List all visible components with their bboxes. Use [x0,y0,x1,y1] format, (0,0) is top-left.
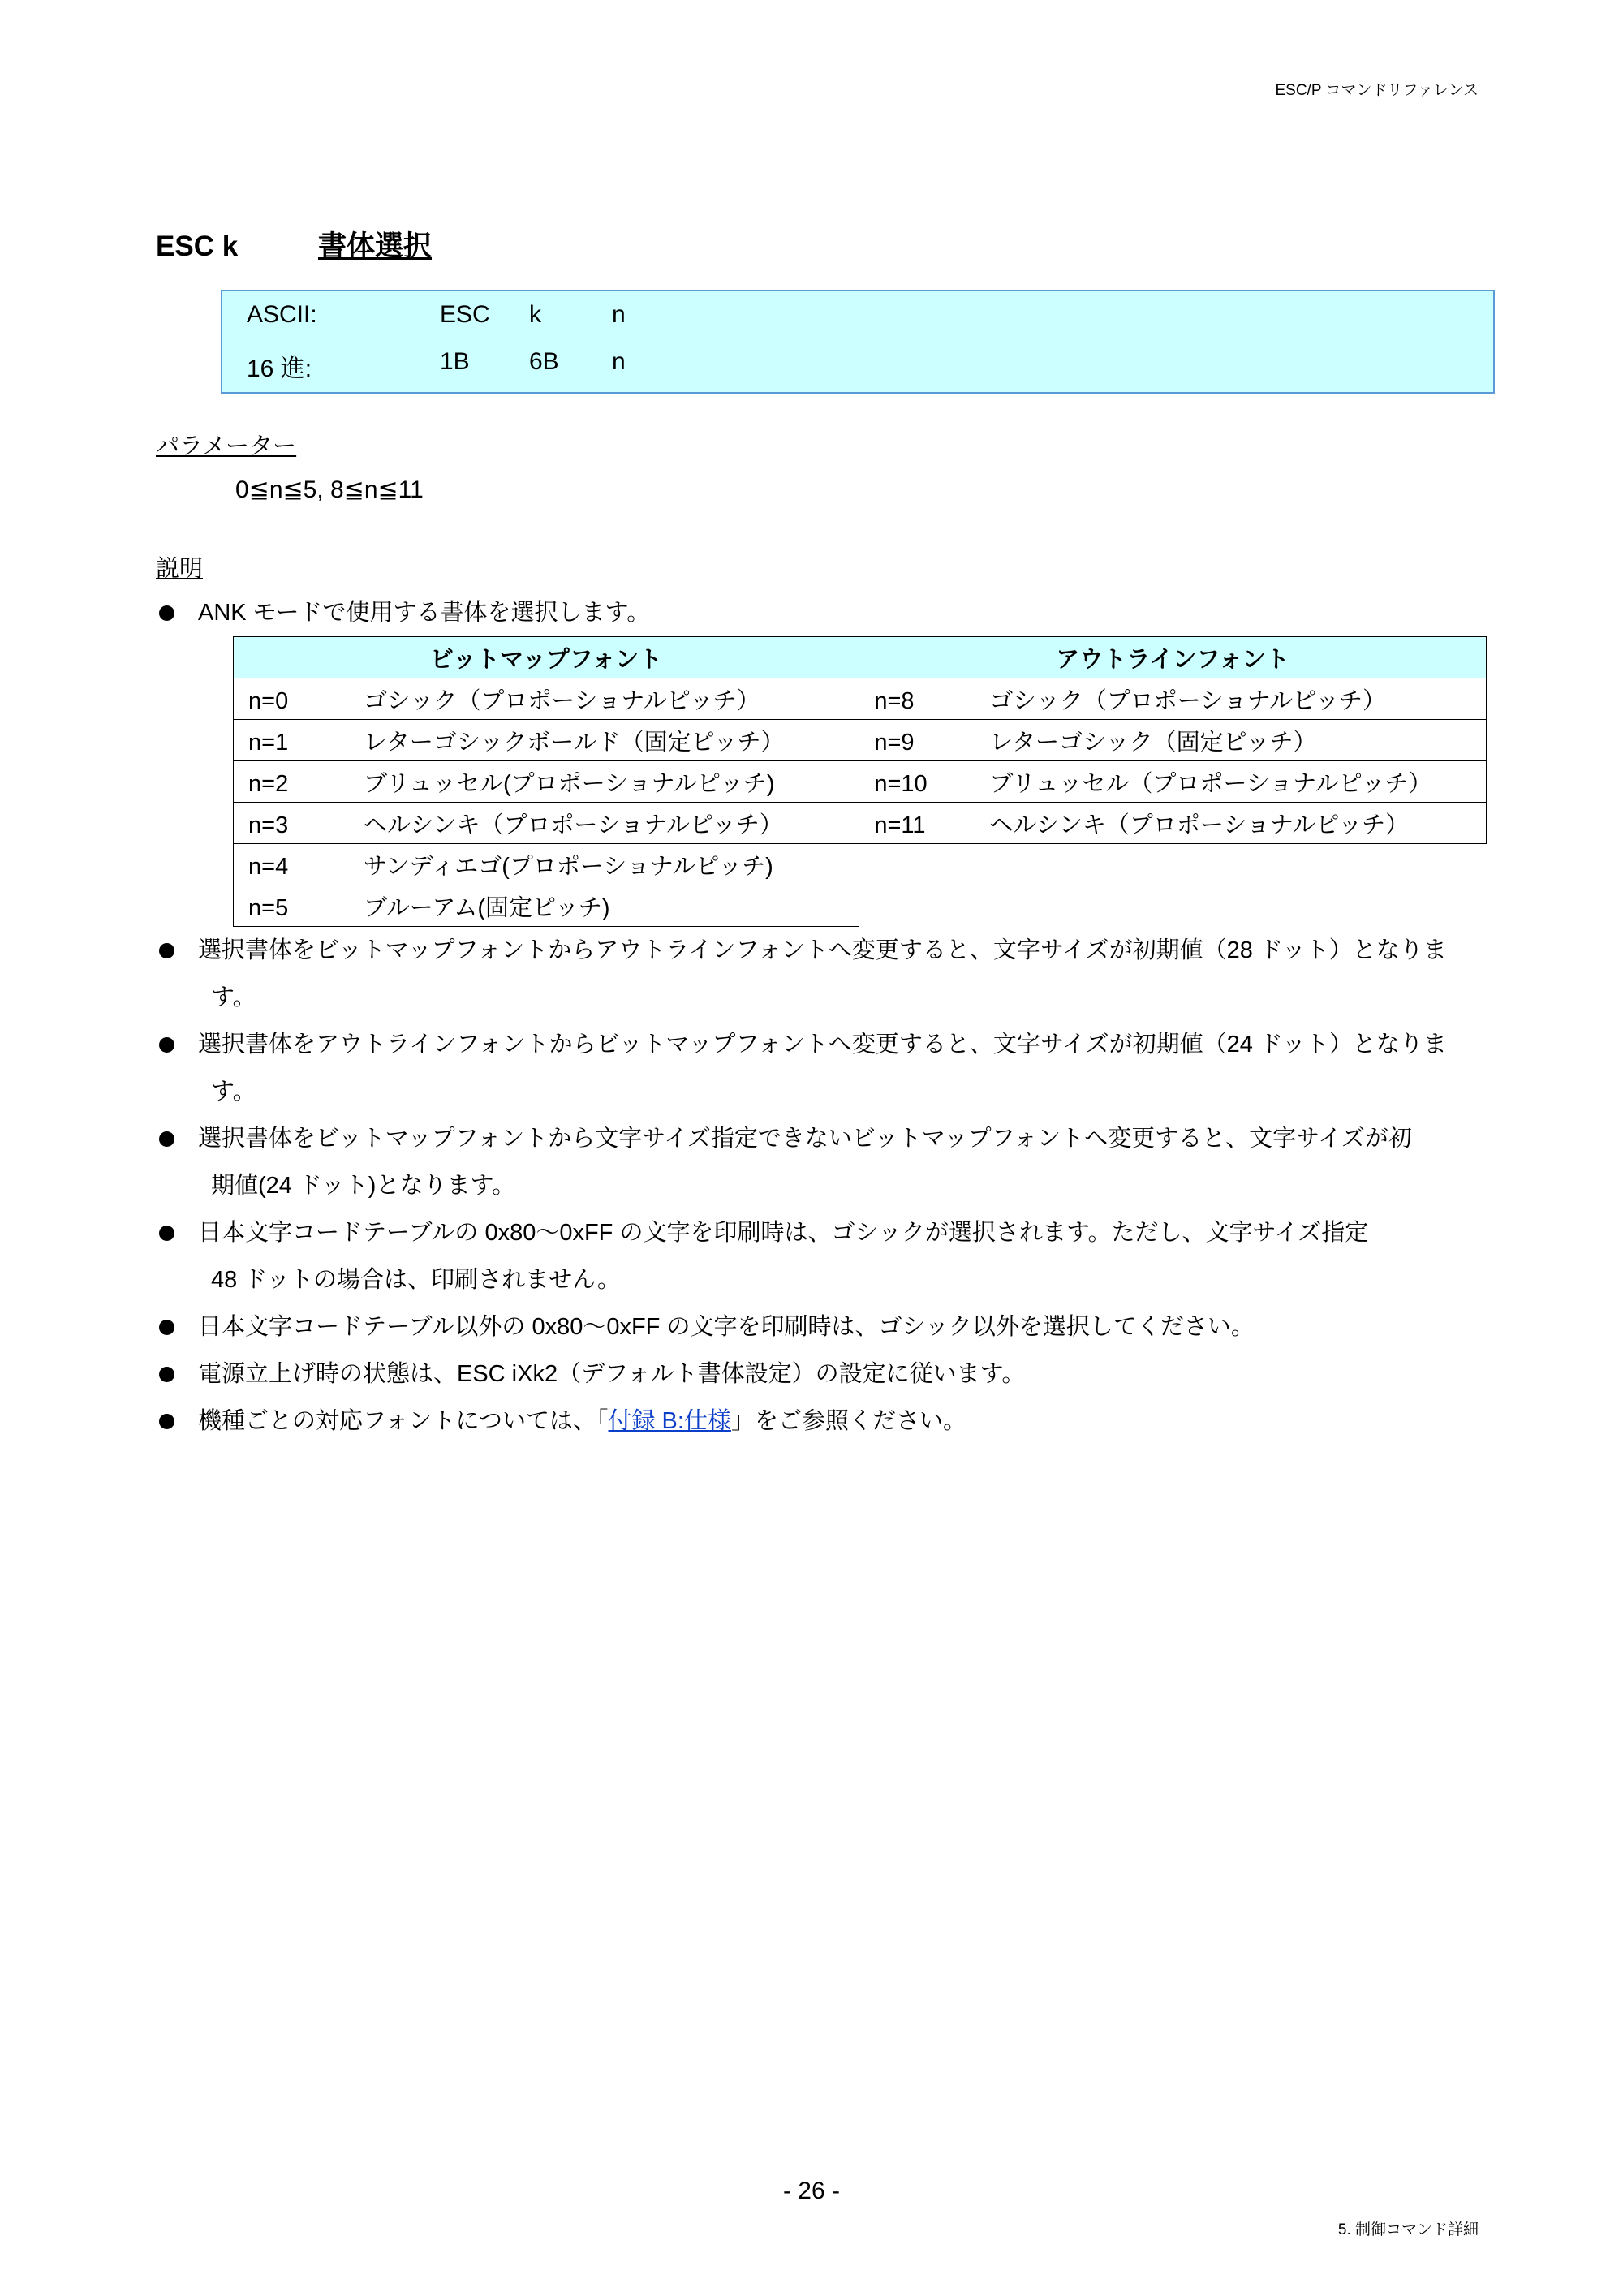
parameter-range: 0≦n≦5, 8≦n≦11 [235,476,424,503]
table-cell: n=0 ゴシック（プロポーショナルピッチ） [234,678,859,720]
table-cell: n=1 レターゴシックボールド（固定ピッチ） [234,720,859,761]
table-row [234,678,1487,720]
hex-value-2: 6B [529,348,559,375]
table-cell: n=8 ゴシック（プロポーショナルピッチ） [859,678,1487,720]
table-row [234,720,1487,761]
ascii-value-1: ESC [440,301,490,328]
bullet-item: 機種ごとの対応フォントについては、「付録 B:仕様」をご参照ください。 [156,1398,1487,1445]
bullet-dot-icon [159,1320,174,1335]
bullet-item: ANK モードで使用する書体を選択します。 [156,589,1487,636]
bullet-dot-icon [159,1131,174,1147]
hex-label: 16 進: [247,355,312,382]
bullet-item: 選択書体をビットマップフォントから文字サイズ指定できないビットマップフォントへ変更すると、文字サイズが初 期値(24 ドット)となります。 [156,1115,1487,1209]
bullet-item: 選択書体をアウトラインフォントからビットマップフォントへ変更すると、文字サイズが初期値（24 ドット）となりま す。 [156,1021,1487,1115]
table-cell: n=10 ブリュッセル（プロポーショナルピッチ） [859,761,1487,803]
bullet-dot-icon [159,1037,174,1053]
ascii-value-2: k [529,301,541,328]
font-table [233,636,1487,927]
description-list [156,589,1487,1445]
bullet-dot-icon [159,1367,174,1382]
table-row [234,803,1487,844]
hex-value-3: n [612,348,626,375]
bullet-dot-icon [159,1414,174,1429]
table-cell: n=9 レターゴシック（固定ピッチ） [859,720,1487,761]
bullet-item: 日本文字コードテーブルの 0x80～0xFF の文字を印刷時は、ゴシックが選択されます。ただし、文字サイズ指定 48 ドットの場合は、印刷されません。 [156,1209,1487,1303]
running-footer: 5. 制御コマンド詳細 [1337,2221,1479,2238]
table-row [234,844,1487,885]
section-title [156,224,432,265]
bitmap-font-header: ビットマップフォント [234,637,859,678]
bullet-item: 電源立上げ時の状態は、ESC iXk2（デフォルト書体設定）の設定に従います。 [156,1350,1487,1398]
parameter-heading: パラメーター [156,433,297,459]
table-cell: n=11 ヘルシンキ（プロポーショナルピッチ） [859,803,1487,844]
running-header: ESC/P コマンドリファレンス [1275,82,1479,99]
bullet-dot-icon [159,943,174,958]
hex-value-1: 1B [440,348,470,375]
table-cell: n=5 ブルーアム(固定ピッチ) [234,885,859,927]
table-cell: n=4 サンディエゴ(プロポーショナルピッチ) [234,844,859,885]
empty-cell [859,885,1487,927]
command-code-box [221,290,1495,394]
bullet-dot-icon [159,1226,174,1241]
appendix-b-link[interactable]: 付録 B:仕様 [608,1408,731,1434]
description-heading: 説明 [156,556,204,582]
bullet-item: 選択書体をビットマップフォントからアウトラインフォントへ変更すると、文字サイズが初期値（28 ドット）となりま す。 [156,927,1487,1021]
table-cell: n=3 ヘルシンキ（プロポーショナルピッチ） [234,803,859,844]
table-header-row [234,637,1487,678]
empty-cell [859,844,1487,885]
table-cell: n=2 ブリュッセル(プロポーショナルピッチ) [234,761,859,803]
bullet-dot-icon [159,605,174,621]
command-name: ESC k [156,230,239,262]
ascii-label: ASCII: [247,301,317,328]
table-row [234,885,1487,927]
ascii-value-3: n [612,301,626,328]
outline-font-header: アウトラインフォント [859,637,1487,678]
table-row [234,761,1487,803]
bullet-item: 日本文字コードテーブル以外の 0x80～0xFF の文字を印刷時は、ゴシック以外を選択してください。 [156,1303,1487,1350]
page-number: - 26 - [782,2178,841,2204]
command-title: 書体選択 [318,230,433,262]
